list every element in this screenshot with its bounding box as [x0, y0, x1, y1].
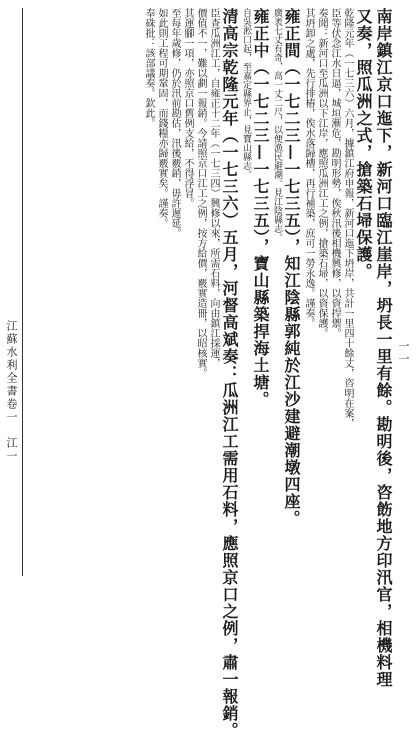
- text-column: 至每年歲修，仍於汛前勘估，汛後覈銷，毋許遲延。: [169, 8, 180, 238]
- text-column: 雍正中（一七二三—一七三五），寶山縣築捍海土塘。: [251, 8, 270, 408]
- text-column: 雍正間（一七二三—一七三五），知江陰縣郭純於江沙建避潮墩四座。: [282, 8, 301, 527]
- text-column: 自吳淞口起，至嘉定縣界止，見寶山縣志。: [241, 8, 251, 179]
- text-column: 臣等伏念江水日逼，城垣漸危，勘明形勢，俟秋汛後相機興修，以資捍禦。: [329, 8, 340, 338]
- text-column: 價值不一，難以劃一報銷。今請照京口江工之例，按方給價，覈實造冊，以昭核實。: [195, 8, 206, 378]
- text-column: 廣袤七丈有奇，高一丈二尺，以便漁民避潮。見江陰縣志。: [272, 8, 282, 242]
- text-column: 清高宗乾隆元年（一七三六）五月，河督高斌奏：瓜洲江工需用石料，應照京口之例，肅一報銷。: [220, 8, 239, 739]
- text-column: 奉硃批：該部議奏。欽此。: [143, 8, 154, 128]
- text-column: 乾隆元年（一七三六）六月，據鎮江府申報，新河口迤下坍岸，共計一里四十餘丈，咨明在案，: [342, 8, 353, 428]
- text-column: 如此則工程可期鞏固，而錢糧亦歸覈實矣。謹奏。: [156, 8, 167, 228]
- text-column: 南岸鎮江京口迤下，新河口臨江崖岸，坍長一里有餘。勘明後，咨飭地方印汛官，相機料理: [374, 8, 393, 688]
- text-column: 臣查瓜洲江工，自雍正十二年（一七三四）興修以來，所需石料，向由鎮江採運，: [208, 8, 219, 368]
- margin-rule: [22, 8, 23, 576]
- page-number: 一一: [397, 340, 410, 366]
- text-column: 其運腳一項，亦照京口舊例支給，不得浮冒。: [182, 8, 193, 208]
- text-column: 又奏，照瓜洲之式，搶築石埽保護。: [354, 8, 373, 280]
- margin-title: 江蘇水利全書卷一 江一: [5, 320, 18, 463]
- text-column: 其坍卸之處，先行排樁，俟水落歸槽，再行補築，庶可一勞永逸。謹奏。: [303, 8, 314, 328]
- text-column: 奏聞：新河口至瓜洲以下江岸，應照瓜洲江工之例，搶築石埽，以資保護。: [316, 8, 327, 338]
